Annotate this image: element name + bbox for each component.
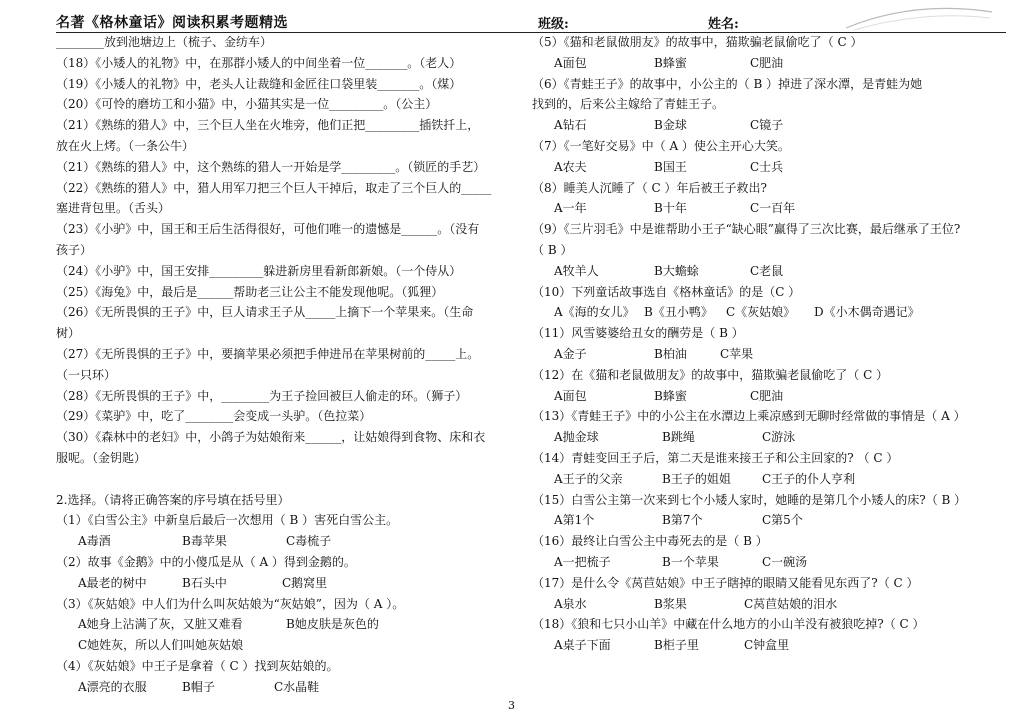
- options-row: [532, 115, 987, 136]
- fill-line: （30）《森林中的老妇》中，小鸽子为姑娘衔来______，让姑娘得到食物、床和衣: [56, 430, 486, 445]
- option: C王子的仆人亨利: [762, 471, 856, 486]
- option: A面包: [554, 55, 587, 70]
- option: C肥油: [750, 388, 784, 403]
- option: A第1个: [554, 513, 595, 528]
- option: C一碗汤: [762, 554, 808, 569]
- options-row: [56, 531, 496, 552]
- fill-line: （22）《熟练的猎人》中，猎人用军刀把三个巨人干掉后，取走了三个巨人的_____: [56, 180, 492, 195]
- option: C第5个: [762, 513, 803, 528]
- option: B毒苹果: [182, 534, 227, 549]
- question: （5）《猫和老鼠做朋友》的故事中，猫欺骗老鼠偷吃了（ C ）: [532, 35, 863, 49]
- options-row: [56, 614, 496, 635]
- option: A一把梳子: [554, 554, 611, 569]
- option: B柜子里: [654, 638, 699, 653]
- option: B石头中: [182, 575, 227, 590]
- options-row: [532, 552, 987, 573]
- fill-line: （21）《熟练的猎人》中，三个巨人坐在火堆旁，他们正把_________插铁扦上，: [56, 118, 480, 133]
- options-row: [532, 469, 987, 490]
- left-column: [56, 32, 496, 698]
- option: A泉水: [554, 596, 587, 611]
- fill-line: （18）《小矮人的礼物》中，在那群小矮人的中间坐着一位_______。（老人）: [56, 55, 462, 70]
- fill-line: 孩子）: [56, 242, 93, 257]
- option: B跳绳: [662, 430, 695, 445]
- option: B蜂蜜: [654, 388, 687, 403]
- option: A牧羊人: [554, 263, 599, 278]
- option: B她皮肤是灰色的: [286, 617, 379, 632]
- option: B一个苹果: [662, 554, 719, 569]
- question: （4）《灰姑娘》中王子是拿着（ C ）找到灰姑娘的。: [56, 658, 339, 673]
- section-title: 2.选择。（请将正确答案的序号填在括号里）: [56, 492, 290, 507]
- option: C老鼠: [750, 263, 784, 278]
- option: B十年: [654, 201, 687, 216]
- option: C毒梳子: [286, 534, 332, 549]
- option: C水晶鞋: [274, 679, 320, 694]
- option: C苹果: [720, 346, 754, 361]
- fill-line: （29）《菜驴》中，吃了________会变成一头驴。（色拉菜）: [56, 409, 372, 424]
- question: （7）《一笔好交易》中（ A ）使公主开心大笑。: [532, 138, 790, 153]
- fill-line: （27）《无所畏惧的王子》中，要摘苹果必须把手伸进吊在苹果树前的_____上。: [56, 346, 480, 361]
- decorative-swoosh-icon: [844, 6, 994, 32]
- fill-line: （25）《海兔》中，最后是______帮助老三让公主不能发现他呢。（狐狸）: [56, 284, 444, 299]
- fill-line: （26）《无所畏惧的王子》中，巨人请求王子从_____上摘下一个苹果来。（生命: [56, 305, 474, 320]
- fill-line: （28）《无所畏惧的王子》中，________为王子捡回被巨人偷走的环。（狮子）: [56, 388, 468, 403]
- option: B帽子: [182, 679, 215, 694]
- options-row: [532, 53, 987, 74]
- option: B浆果: [654, 596, 687, 611]
- option: C游泳: [762, 430, 796, 445]
- name-label: 姓名:: [708, 17, 739, 32]
- option: A农夫: [554, 159, 587, 174]
- options-row: [532, 302, 987, 323]
- question: （1）《白雪公主》中新皇后最后一次想用（ B ）害死白雪公主。: [56, 513, 399, 528]
- option: B柏油: [654, 346, 687, 361]
- option: A面包: [554, 388, 587, 403]
- option: C镜子: [750, 118, 784, 133]
- question: （16）最终让白雪公主中毒死去的是（ B ）: [532, 534, 768, 549]
- options-row: [532, 594, 987, 615]
- options-row: [532, 198, 987, 219]
- fill-line: （20）《可怜的磨坊工和小猫》中，小猫其实是一位_________。（公主）: [56, 97, 438, 112]
- options-row: [56, 677, 496, 698]
- option: C士兵: [750, 159, 784, 174]
- option: A她身上沾满了灰，又脏又难看: [78, 617, 243, 632]
- question: （11）风雪婆婆给丑女的酬劳是（ B ）: [532, 326, 744, 341]
- options-row: [532, 386, 987, 407]
- option: A金子: [554, 346, 587, 361]
- options-row: [532, 427, 987, 448]
- option: B蜂蜜: [654, 55, 687, 70]
- question: （8）睡美人沉睡了（ C ）年后被王子救出?: [532, 180, 767, 195]
- fill-line: 树）: [56, 326, 81, 341]
- question: （9）《三片羽毛》中是谁帮助小王子“缺心眼”赢得了三次比赛，最后继承了王位?: [532, 222, 961, 237]
- options-row: [532, 157, 987, 178]
- question: （15）白雪公主第一次来到七个小矮人家时，她睡的是第几个小矮人的床?（ B ）: [532, 492, 967, 507]
- fill-line: （24）《小驴》中，国王安排_________躲进新房里看新郎新娘。（一个侍从）: [56, 263, 462, 278]
- options-row: [56, 573, 496, 594]
- right-column: [532, 32, 987, 656]
- fill-line: （21）《熟练的猎人》中，这个熟练的猎人一开始是学_________。（锁匠的手艺）: [56, 159, 486, 174]
- option: C鹅窝里: [282, 575, 328, 590]
- option: A王子的父亲: [554, 471, 623, 486]
- option: B金球: [654, 118, 687, 133]
- fill-line: ________放到池塘边上（梳子、金纺车）: [56, 35, 273, 49]
- option: D《小木偶奇遇记》: [814, 305, 920, 320]
- document-title: 名著《格林童话》阅读积累考题精选: [56, 15, 288, 31]
- question: （3）《灰姑娘》中人们为什么叫灰姑娘为“灰姑娘”，因为（ A ）。: [56, 596, 405, 611]
- option: A一年: [554, 201, 587, 216]
- option: C莴苣姑娘的泪水: [744, 596, 838, 611]
- option: A漂亮的衣服: [78, 679, 147, 694]
- fill-line: 塞进背包里。（舌头）: [56, 201, 171, 216]
- question: （17）是什么令《莴苣姑娘》中王子瞎掉的眼睛又能看见东西了?（ C ）: [532, 575, 919, 590]
- option: A桌子下面: [554, 638, 611, 653]
- question: （12）在《猫和老鼠做朋友》的故事中，猫欺骗老鼠偷吃了（ C ）: [532, 367, 889, 382]
- option: A钻石: [554, 118, 587, 133]
- question: （2）故事《金鹅》中的小傻瓜是从（ A ）得到金鹅的。: [56, 554, 356, 569]
- page-header: [56, 10, 1006, 33]
- question-continued: 找到的，后来公主嫁给了青蛙王子。: [532, 97, 725, 112]
- options-row: [532, 261, 987, 282]
- question: （14）青蛙变回王子后，第二天是谁来接王子和公主回家的? （ C ）: [532, 450, 899, 465]
- page-number: 3: [508, 699, 515, 712]
- fill-line: 服呢。（金钥匙）: [56, 450, 147, 465]
- option: C钟盒里: [744, 638, 790, 653]
- option: B王子的姐姐: [662, 471, 731, 486]
- options-row: [532, 635, 987, 656]
- question: （18）《狼和七只小山羊》中藏在什么地方的小山羊没有被狼吃掉?（ C ）: [532, 617, 925, 632]
- option: B《丑小鸭》: [644, 305, 713, 320]
- fill-line: （一只环）: [56, 367, 117, 382]
- question: （6）《青蛙王子》的故事中，小公主的（ B ）掉进了深水潭，是青蛙为她: [532, 76, 923, 91]
- options-row: [532, 510, 987, 531]
- options-row: [532, 344, 987, 365]
- fill-line: （19）《小矮人的礼物》中，老头人让裁缝和金匠往口袋里装_______。（煤）: [56, 76, 462, 91]
- option: B国王: [654, 159, 687, 174]
- option: A毒酒: [78, 534, 111, 549]
- option: C她姓灰，所以人们叫她灰姑娘: [78, 638, 244, 653]
- option: C一百年: [750, 201, 796, 216]
- fill-line: （23）《小驴》中，国王和王后生活得很好，可他们唯一的遗憾是______。（没有: [56, 222, 480, 237]
- class-label: 班级:: [538, 17, 569, 32]
- question-continued: （ B ）: [532, 242, 573, 257]
- option: A《海的女儿》: [554, 305, 635, 320]
- option: C肥油: [750, 55, 784, 70]
- option: A抛金球: [554, 430, 599, 445]
- option: B第7个: [662, 513, 703, 528]
- question: （13）《青蛙王子》中的小公主在水潭边上乘凉感到无聊时经常做的事情是（ A ）: [532, 409, 966, 424]
- question: （10）下列童话故事选自《格林童话》的是（C ）: [532, 284, 801, 299]
- option: B大蟾蜍: [654, 263, 699, 278]
- fill-line: 放在火上烤。（一条公牛）: [56, 138, 195, 153]
- option: C《灰姑娘》: [726, 305, 796, 320]
- option: A最老的树中: [78, 575, 147, 590]
